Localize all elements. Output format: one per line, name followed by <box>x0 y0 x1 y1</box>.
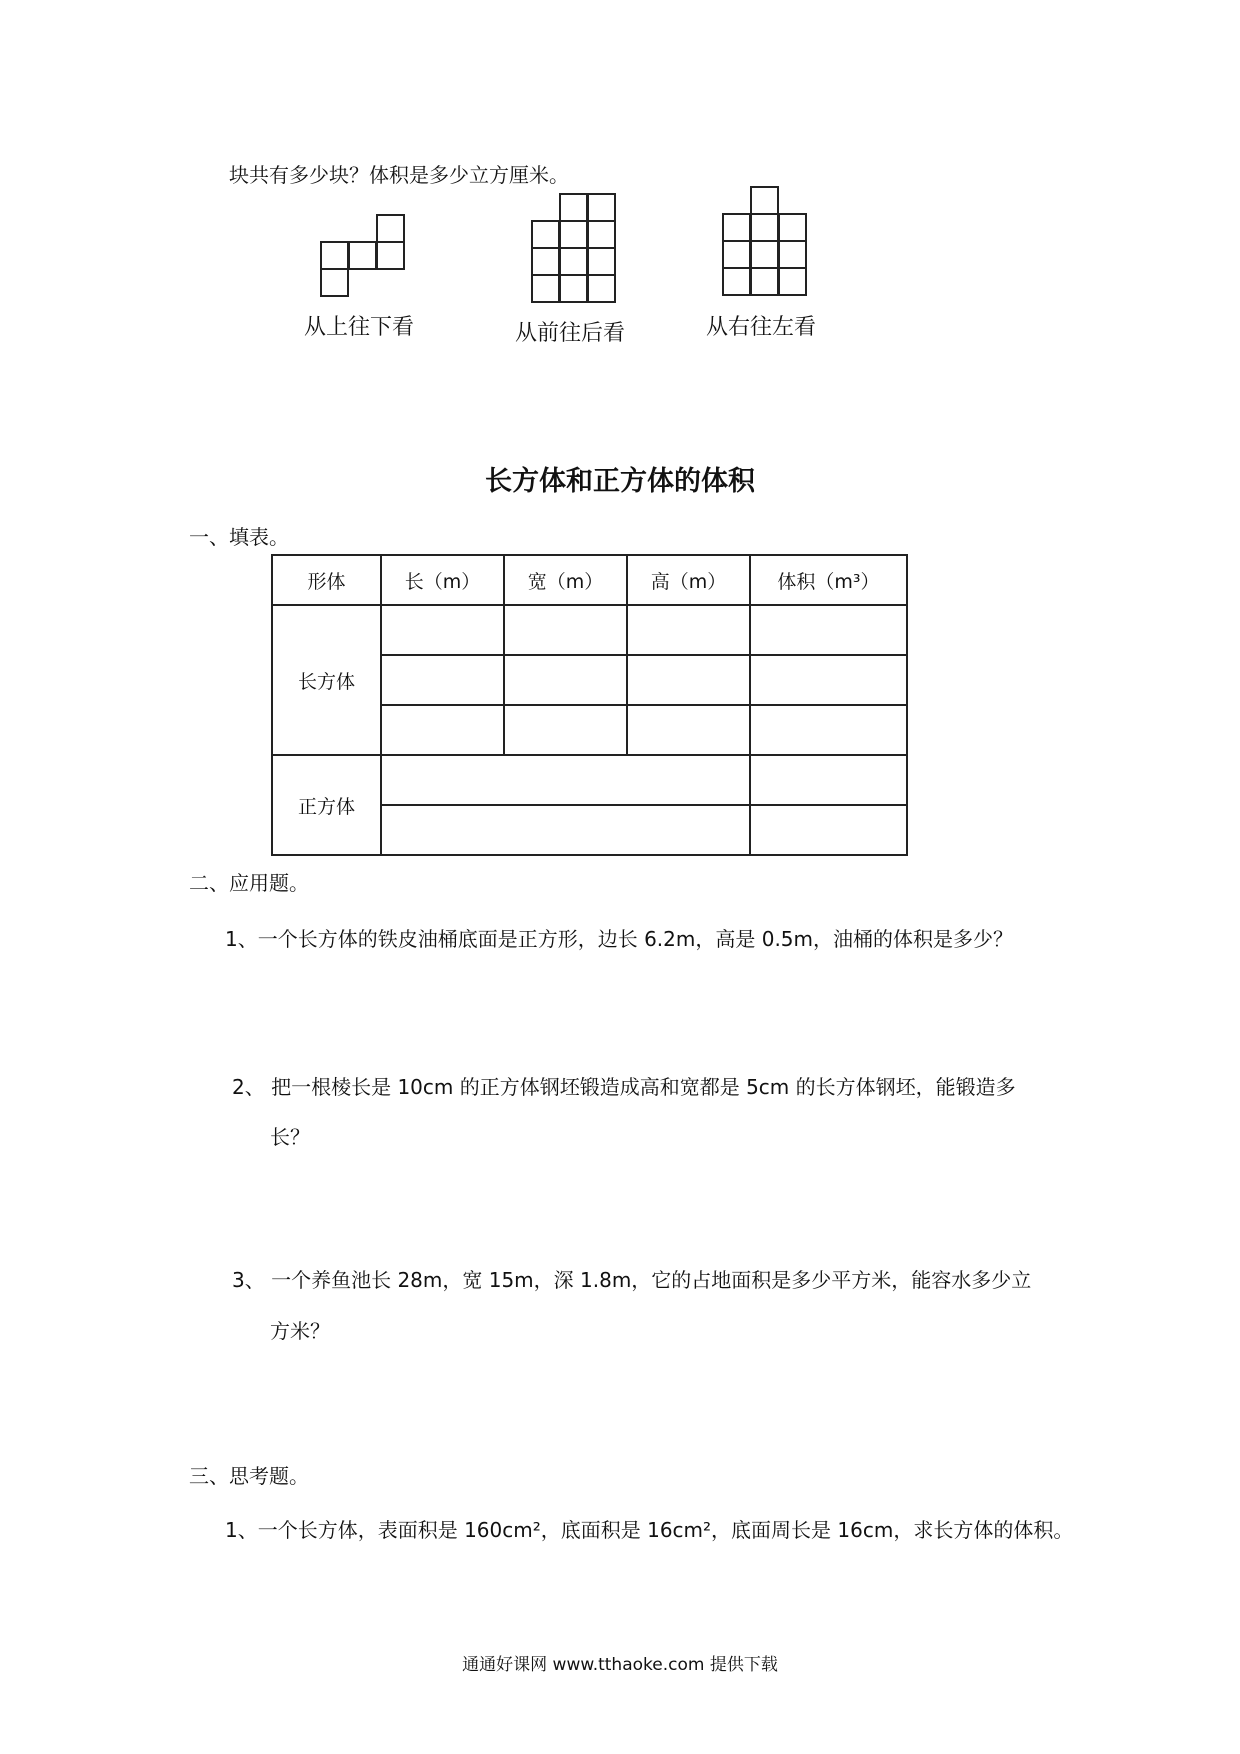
blank-cell <box>750 605 907 655</box>
header-length: 长（m） <box>381 555 504 605</box>
view-caption-top: 从上往下看 <box>304 315 415 340</box>
section-3-heading: 三、思考题。 <box>189 1464 309 1488</box>
grid-cell <box>559 193 588 222</box>
intro-text: 块共有多少块？体积是多少立方厘米。 <box>229 163 569 187</box>
blank-cell <box>504 655 627 705</box>
blank-cell <box>750 805 907 855</box>
grid-cell <box>559 247 588 276</box>
grid-cell <box>320 268 349 297</box>
blank-cell <box>381 705 504 755</box>
view-caption-side: 从右往左看 <box>706 315 817 340</box>
grid-cell <box>778 213 807 242</box>
section-2-heading: 二、应用题。 <box>189 871 309 895</box>
blank-cell <box>504 605 627 655</box>
row-label-cuboid: 长方体 <box>272 605 381 755</box>
blank-cell <box>381 755 750 805</box>
blank-cell <box>381 605 504 655</box>
front-view-figure <box>531 193 621 309</box>
grid-cell <box>376 214 405 243</box>
grid-cell <box>320 241 349 270</box>
table-row <box>272 605 907 655</box>
question-2-2-line-2: 长？ <box>270 1125 310 1149</box>
grid-cell <box>587 247 616 276</box>
page-title: 长方体和正方体的体积 <box>485 466 755 497</box>
grid-cell <box>531 247 560 276</box>
blank-cell <box>750 755 907 805</box>
question-3-1: 1、一个长方体，表面积是 160cm²，底面积是 16cm²，底面周长是 16cm，求长方体的体积。 <box>225 1518 1074 1542</box>
row-label-cube: 正方体 <box>272 755 381 855</box>
blank-cell <box>381 655 504 705</box>
question-2-3-line-2: 方米？ <box>270 1319 330 1343</box>
table-header-row <box>272 555 907 605</box>
grid-cell <box>348 241 377 270</box>
blank-cell <box>750 705 907 755</box>
grid-cell <box>750 267 779 296</box>
grid-cell <box>587 220 616 249</box>
grid-cell <box>722 213 751 242</box>
footer-text: 通通好课网 www.tthaoke.com 提供下载 <box>462 1655 778 1675</box>
section-1-heading: 一、填表。 <box>189 525 289 549</box>
grid-cell <box>531 274 560 303</box>
grid-cell <box>376 241 405 270</box>
grid-cell <box>531 220 560 249</box>
grid-cell <box>778 267 807 296</box>
grid-cell <box>722 267 751 296</box>
question-2-3-line-1: 3、 一个养鱼池长 28m，宽 15m，深 1.8m，它的占地面积是多少平方米，能容水多少立 <box>232 1268 1032 1292</box>
blank-cell <box>750 655 907 705</box>
grid-cell <box>587 193 616 222</box>
blank-cell <box>627 705 750 755</box>
grid-cell <box>750 240 779 269</box>
header-shape: 形体 <box>272 555 381 605</box>
blank-cell <box>627 655 750 705</box>
grid-cell <box>587 274 616 303</box>
blank-cell <box>504 705 627 755</box>
grid-cell <box>750 186 779 215</box>
question-2-1: 1、一个长方体的铁皮油桶底面是正方形，边长 6.2m，高是 0.5m，油桶的体积是多少？ <box>225 927 1014 951</box>
fill-in-table <box>271 554 908 856</box>
grid-cell <box>559 220 588 249</box>
grid-cell <box>722 240 751 269</box>
header-volume: 体积（m³） <box>750 555 907 605</box>
side-view-figure <box>722 186 812 302</box>
blank-cell <box>381 805 750 855</box>
grid-cell <box>750 213 779 242</box>
grid-cell <box>559 274 588 303</box>
table-row <box>272 755 907 805</box>
top-view-figure <box>320 214 410 304</box>
question-2-2-line-1: 2、 把一根棱长是 10cm 的正方体钢坯锻造成高和宽都是 5cm 的长方体钢坯，能锻造多 <box>232 1075 1016 1099</box>
grid-cell <box>778 240 807 269</box>
header-height: 高（m） <box>627 555 750 605</box>
view-caption-front: 从前往后看 <box>515 321 626 346</box>
header-width: 宽（m） <box>504 555 627 605</box>
blank-cell <box>627 605 750 655</box>
